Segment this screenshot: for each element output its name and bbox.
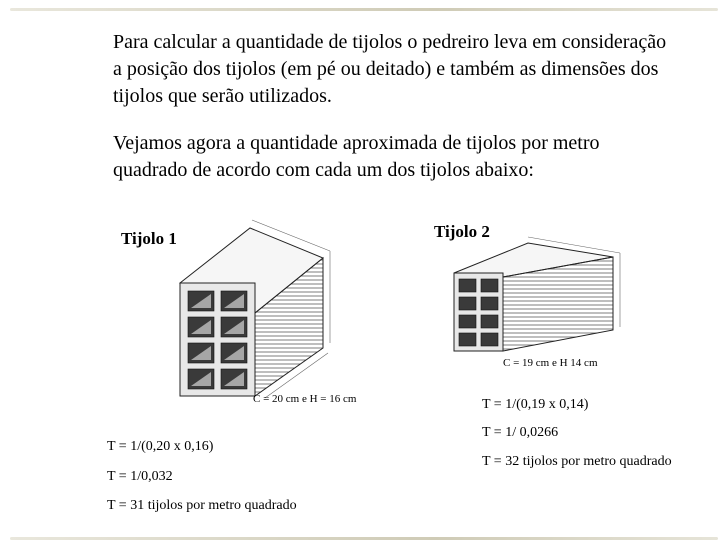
tijolo-1-label: Tijolo 1 (121, 229, 177, 248)
tijolo-2-calc-line: T = 1/(0,19 x 0,14) (482, 397, 589, 412)
intro-paragraph: Para calcular a quantidade de tijolos o pedreiro leva em consideração a posição dos tijolos (em pé ou deitado) e também as dimensões dos tijolos que serão utilizados. (113, 31, 667, 107)
intro-paragraph-2: Vejamos agora a quantidade aproximada de tijolos por metro quadrado de acordo com cada um dos tijolos abaixo: (113, 132, 600, 181)
tijolo-1-calc-line: T = 1/0,032 (107, 469, 173, 484)
tijolo-1-image (150, 218, 350, 398)
top-border (10, 8, 718, 11)
tijolo-1-dimensions: C = 20 cm e H = 16 cm (253, 393, 357, 405)
bottom-border (10, 537, 718, 540)
tijolo-2-result: T = 32 tijolos por metro quadrado (482, 454, 672, 469)
tijolo-2-calc-line: T = 1/ 0,0266 (482, 425, 559, 440)
tijolo-2-image (448, 235, 633, 360)
tijolo-1-calc-line: T = 1/(0,20 x 0,16) (107, 439, 214, 454)
tijolo-1-result: T = 31 tijolos por metro quadrado (107, 498, 297, 513)
tijolo-2-dimensions: C = 19 cm e H 14 cm (503, 357, 598, 369)
tijolo-2-label: Tijolo 2 (434, 222, 490, 241)
